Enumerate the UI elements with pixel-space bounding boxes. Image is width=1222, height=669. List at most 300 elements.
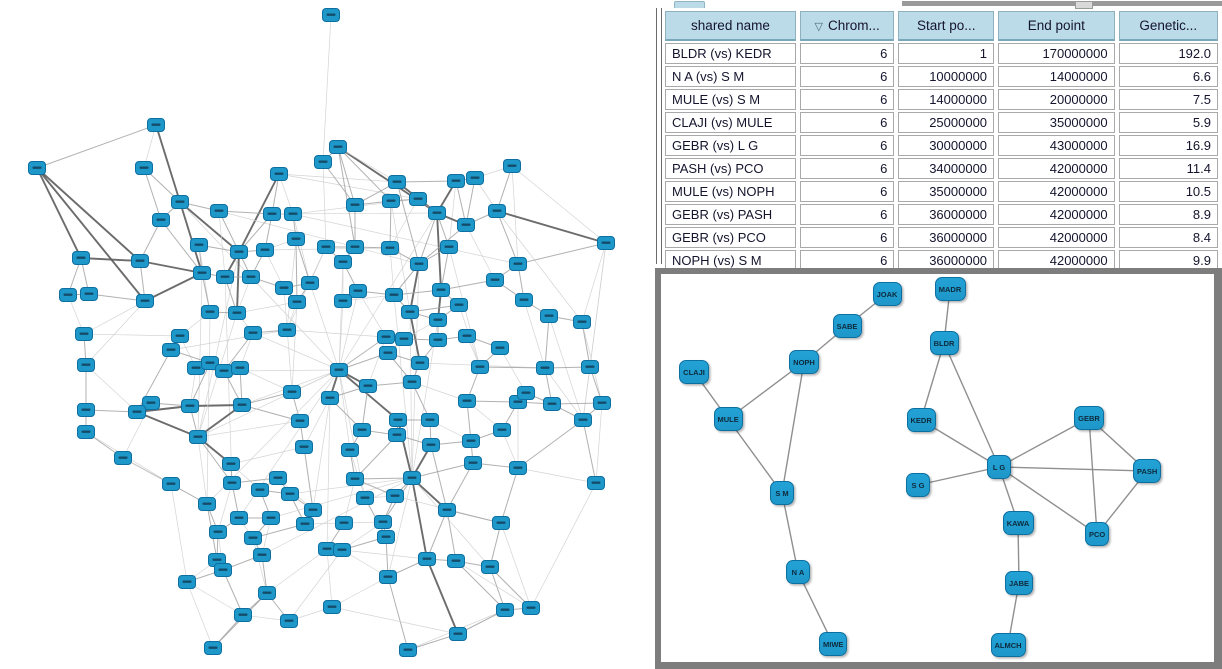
network-edge [253,538,267,593]
network-node[interactable] [467,172,484,185]
table-cell[interactable]: 35000000 [898,181,994,202]
network-node[interactable] [163,344,180,357]
network-node[interactable] [285,208,302,221]
network-node[interactable] [423,439,440,452]
network-node[interactable] [191,239,208,252]
detail-network-node-n-a[interactable]: N A [786,560,810,584]
table-cell[interactable]: 42000000 [998,181,1115,202]
network-edge [447,463,473,510]
network-node[interactable] [389,429,406,442]
network-node[interactable] [231,512,248,525]
network-node[interactable] [245,327,262,340]
network-node[interactable] [234,399,251,412]
network-node[interactable] [439,504,456,517]
detail-network-node-noph[interactable]: NOPH [789,350,819,374]
network-node[interactable] [504,160,521,173]
network-node[interactable] [235,609,252,622]
network-node[interactable] [194,267,211,280]
network-edge [447,510,456,561]
network-node[interactable] [412,357,429,370]
network-node[interactable] [331,364,348,377]
table-cell[interactable]: 8.4 [1119,227,1218,248]
network-node[interactable] [411,258,428,271]
network-edge [292,302,297,392]
network-node[interactable] [81,288,98,301]
table-cell[interactable]: 42000000 [998,250,1115,271]
network-edge [327,549,332,607]
table-cell[interactable]: 7.5 [1119,89,1218,110]
table-cell[interactable]: 6 [800,135,894,156]
network-node[interactable] [422,414,439,427]
network-node[interactable] [380,347,397,360]
network-node[interactable] [419,553,436,566]
network-edge [501,523,531,608]
network-edge [293,214,310,283]
network-node[interactable] [410,193,427,206]
network-node[interactable] [279,324,296,337]
network-edge [287,330,386,337]
network-node[interactable] [489,205,506,218]
network-node[interactable] [232,362,249,375]
network-node[interactable] [492,342,509,355]
network-edge [37,168,145,301]
network-node[interactable] [383,195,400,208]
network-node[interactable] [380,571,397,584]
network-node[interactable] [211,205,228,218]
network-node[interactable] [245,532,262,545]
network-node[interactable] [458,219,475,232]
table-cell[interactable]: 30000000 [898,135,994,156]
table-cell[interactable]: 36000000 [898,227,994,248]
network-node[interactable] [451,299,468,312]
network-node[interactable] [217,271,234,284]
table-cell[interactable]: PASH (vs) PCO [665,158,796,179]
column-header-end-point[interactable]: End point [998,11,1115,41]
table-header [665,11,1218,41]
network-edge [187,582,213,648]
table-cell[interactable]: 6 [800,181,894,202]
table-row[interactable] [665,204,1218,225]
network-node[interactable] [463,435,480,448]
table-cell[interactable]: 6 [800,66,894,87]
network-node[interactable] [172,330,189,343]
table-cell[interactable]: 25000000 [898,112,994,133]
network-node[interactable] [448,175,465,188]
table-cell[interactable]: 36000000 [898,250,994,271]
table-cell[interactable]: 36000000 [898,204,994,225]
table-cell[interactable]: 6 [800,89,894,110]
network-node[interactable] [60,289,77,302]
network-node[interactable] [292,415,309,428]
network-node[interactable] [387,490,404,503]
network-node[interactable] [282,488,299,501]
network-node[interactable] [323,9,340,22]
table-row[interactable] [665,66,1218,87]
network-node[interactable] [153,214,170,227]
table-cell[interactable]: 14000000 [998,66,1115,87]
network-edge [596,403,602,483]
network-node[interactable] [400,644,417,657]
network-node[interactable] [305,504,322,517]
network-node[interactable] [497,604,514,617]
detail-network-node-jabe[interactable]: JABE [1005,571,1033,595]
network-node[interactable] [487,274,504,287]
network-node[interactable] [76,328,93,341]
table-row[interactable] [665,135,1218,156]
network-edge [518,468,596,483]
network-node[interactable] [433,284,450,297]
network-node[interactable] [129,406,146,419]
table-cell[interactable]: 43000000 [998,135,1115,156]
network-node[interactable] [347,473,364,486]
network-node[interactable] [257,244,274,257]
network-node[interactable] [510,462,527,475]
network-edge [180,202,202,273]
network-edge [388,577,408,650]
network-node[interactable] [179,576,196,589]
network-edge [253,333,339,370]
table-cell[interactable]: 6 [800,204,894,225]
network-edge [327,398,330,549]
network-edge [86,301,145,365]
detail-network-node-pash[interactable]: PASH [1133,459,1161,483]
table-panel [655,0,1222,268]
network-node[interactable] [243,271,260,284]
network-node[interactable] [404,472,421,485]
network-node[interactable] [182,400,199,413]
detail-network-edge [1089,418,1097,534]
network-node[interactable] [335,256,352,269]
network-node[interactable] [396,333,413,346]
network-node[interactable] [378,331,395,344]
scrollbar-track[interactable] [902,1,1222,6]
network-edge [390,201,391,248]
network-node[interactable] [252,484,269,497]
network-node[interactable] [342,444,359,457]
network-node[interactable] [318,241,335,254]
network-node[interactable] [575,414,592,427]
network-node[interactable] [73,252,90,265]
network-edge [84,334,180,336]
network-node[interactable] [132,255,149,268]
network-node[interactable] [347,199,364,212]
column-header-chrom-[interactable]: ▽ Chrom... [800,11,894,41]
network-node[interactable] [115,452,132,465]
table-cell[interactable]: 8.9 [1119,204,1218,225]
table-row[interactable] [665,43,1218,64]
network-node[interactable] [523,602,540,615]
network-node[interactable] [215,564,232,577]
network-node[interactable] [574,316,591,329]
network-node[interactable] [29,162,46,175]
column-header-start-po-[interactable]: Start po... [898,11,994,41]
network-edge [137,412,198,437]
network-edge [180,202,239,252]
table-cell[interactable]: 42000000 [998,158,1115,179]
detail-network-node-kedr[interactable]: KEDR [907,408,936,432]
table-cell[interactable]: N A (vs) S M [665,66,796,87]
network-node[interactable] [288,233,305,246]
network-node[interactable] [493,517,510,530]
network-node[interactable] [518,387,535,400]
network-edge [313,398,330,510]
table-cell[interactable]: 5.9 [1119,112,1218,133]
network-node[interactable] [78,426,95,439]
network-node[interactable] [450,628,467,641]
network-edge [531,483,596,608]
detail-network-node-s-g[interactable]: S G [906,473,930,497]
network-node[interactable] [389,176,406,189]
detail-network-node-joak[interactable]: JOAK [873,282,902,306]
detail-network-node-bldr[interactable]: BLDR [930,331,959,355]
network-node[interactable] [430,334,447,347]
network-edge [267,549,327,593]
network-node[interactable] [594,397,611,410]
table-cell[interactable]: 9.9 [1119,250,1218,271]
table-scroll-strip [655,0,1222,8]
network-edge [466,178,475,225]
network-node[interactable] [319,543,336,556]
network-node[interactable] [259,587,276,600]
table-cell[interactable]: 6 [800,158,894,179]
detail-network-node-gebr[interactable]: GEBR [1074,406,1104,430]
detail-network-node-l-g[interactable]: L G [987,455,1011,479]
network-edge [323,15,331,162]
table-cell[interactable]: 35000000 [998,112,1115,133]
network-node[interactable] [205,642,222,655]
network-edge [140,261,202,273]
detail-network-node-claji[interactable]: CLAJI [679,360,709,384]
network-edge [323,162,326,247]
network-node[interactable] [386,289,403,302]
network-edge [497,211,606,243]
network-node[interactable] [354,424,371,437]
network-node[interactable] [190,431,207,444]
network-node[interactable] [163,478,180,491]
network-edge [339,370,350,450]
table-cell[interactable]: MULE (vs) NOPH [665,181,796,202]
network-node[interactable] [263,512,280,525]
network-edge [583,367,590,420]
network-edge [583,420,596,483]
network-node[interactable] [459,395,476,408]
network-edge [518,420,583,468]
table-row[interactable] [665,112,1218,133]
network-edge [304,447,313,510]
scrollbar-thumb[interactable] [1075,1,1093,9]
network-node[interactable] [588,477,605,490]
network-node[interactable] [223,458,240,471]
network-node[interactable] [322,392,339,405]
table-cell[interactable]: GEBR (vs) PASH [665,204,796,225]
network-node[interactable] [441,241,458,254]
network-node[interactable] [510,258,527,271]
network-node[interactable] [172,196,189,209]
network-node[interactable] [296,441,313,454]
network-node[interactable] [271,168,288,181]
table-cell[interactable]: 6.6 [1119,66,1218,87]
network-node[interactable] [302,277,319,290]
table-cell[interactable]: 6 [800,112,894,133]
network-node[interactable] [516,294,533,307]
network-node[interactable] [78,404,95,417]
network-node[interactable] [402,306,419,319]
network-edge [219,211,419,264]
network-edge [518,243,606,264]
network-node[interactable] [324,601,341,614]
table-cell[interactable]: 20000000 [998,89,1115,110]
table-cell[interactable]: BLDR (vs) KEDR [665,43,796,64]
detail-network-node-sabe[interactable]: SABE [833,314,862,338]
network-node[interactable] [335,295,352,308]
table-cell[interactable]: 42000000 [998,204,1115,225]
network-node[interactable] [224,477,241,490]
network-node[interactable] [465,457,482,470]
network-node[interactable] [330,141,347,154]
table-cell[interactable]: 42000000 [998,227,1115,248]
network-edge [37,168,140,261]
network-edge [332,607,458,634]
network-node[interactable] [281,615,298,628]
network-edge [431,445,447,510]
network-node[interactable] [276,282,293,295]
network-node[interactable] [347,241,364,254]
scroll-tab[interactable] [674,1,705,8]
table-cell[interactable]: GEBR (vs) L G [665,135,796,156]
column-header-shared-name[interactable]: shared name [665,11,796,41]
network-node[interactable] [297,518,314,531]
network-node[interactable] [350,285,367,298]
network-edge [512,166,606,243]
detail-network-node-kawa[interactable]: KAWA [1003,511,1034,535]
network-node[interactable] [216,365,233,378]
network-node[interactable] [78,359,95,372]
table-cell[interactable]: 6 [800,250,894,271]
network-node[interactable] [582,361,599,374]
network-edge [296,239,297,302]
network-node[interactable] [448,555,465,568]
network-edge [198,421,300,437]
network-node[interactable] [289,296,306,309]
table-cell[interactable]: 14000000 [898,89,994,110]
network-edge [427,510,447,559]
network-node[interactable] [229,307,246,320]
network-node[interactable] [472,361,489,374]
detail-network-node-mule[interactable]: MULE [714,407,743,431]
network-node[interactable] [360,380,377,393]
network-node[interactable] [270,472,287,485]
network-node[interactable] [231,246,248,259]
table-cell[interactable]: 10000000 [898,66,994,87]
network-node[interactable] [541,310,558,323]
network-node[interactable] [202,306,219,319]
network-node[interactable] [404,376,421,389]
table-cell[interactable]: CLAJI (vs) MULE [665,112,796,133]
network-node[interactable] [284,386,301,399]
network-node[interactable] [210,526,227,539]
detail-network-panel[interactable] [655,268,1222,669]
network-edge [412,463,473,478]
table-cell[interactable]: GEBR (vs) PCO [665,227,796,248]
network-node[interactable] [137,295,154,308]
table-cell[interactable]: 10.5 [1119,181,1218,202]
network-edge [171,484,187,582]
network-node[interactable] [264,208,281,221]
network-edge [427,559,458,634]
network-edge [497,211,518,264]
network-node[interactable] [494,424,511,437]
network-node[interactable] [429,207,446,220]
network-edge [545,316,549,368]
detail-network-edge [944,343,999,467]
network-node[interactable] [378,531,395,544]
network-node[interactable] [482,561,499,574]
network-node[interactable] [544,398,561,411]
network-node[interactable] [390,414,407,427]
network-node[interactable] [336,517,353,530]
table-body [665,43,1218,271]
network-edge [368,337,386,386]
shared-name-table [661,9,1222,273]
network-edge [231,447,304,464]
detail-network-node-s-m[interactable]: S M [770,481,794,505]
network-edge [198,273,202,437]
network-edge [84,301,145,334]
network-node[interactable] [315,156,332,169]
column-header-genetic-[interactable]: Genetic... [1119,11,1218,41]
network-node[interactable] [254,549,271,562]
table-cell[interactable]: 6 [800,43,894,64]
table-cell[interactable]: 11.4 [1119,158,1218,179]
network-node[interactable] [537,362,554,375]
table-cell[interactable]: 1 [898,43,994,64]
table-cell[interactable]: MULE (vs) S M [665,89,796,110]
table-cell[interactable]: 6 [800,227,894,248]
detail-network-edge [782,362,804,493]
network-edge [545,368,583,420]
network-node[interactable] [148,119,165,132]
detail-network-node-madr[interactable]: MADR [935,277,966,301]
network-node[interactable] [430,314,447,327]
network-node[interactable] [136,162,153,175]
network-edge [501,468,518,523]
network-node[interactable] [382,242,399,255]
table-row[interactable] [665,181,1218,202]
network-node[interactable] [375,516,392,529]
table-cell[interactable]: 16.9 [1119,135,1218,156]
detail-network-node-almch[interactable]: ALMCH [991,633,1026,657]
network-edge [582,243,606,322]
table-row[interactable] [665,89,1218,110]
network-edge [466,225,495,280]
network-node[interactable] [459,330,476,343]
table-row[interactable] [665,227,1218,248]
network-node[interactable] [199,498,216,511]
table-cell[interactable]: 170000000 [998,43,1115,64]
detail-network-node-pco[interactable]: PCO [1085,522,1109,546]
network-node[interactable] [357,492,374,505]
network-edge [480,367,545,368]
network-node[interactable] [334,544,351,557]
table-cell[interactable]: NOPH (vs) S M [665,250,796,271]
filter-icon[interactable]: ▽ [814,21,824,33]
table-row[interactable] [665,158,1218,179]
detail-network-edge [999,467,1147,471]
table-cell[interactable]: 34000000 [898,158,994,179]
table-cell[interactable]: 192.0 [1119,43,1218,64]
detail-network-node-miwe[interactable]: MIWE [819,632,847,656]
network-node[interactable] [598,237,615,250]
